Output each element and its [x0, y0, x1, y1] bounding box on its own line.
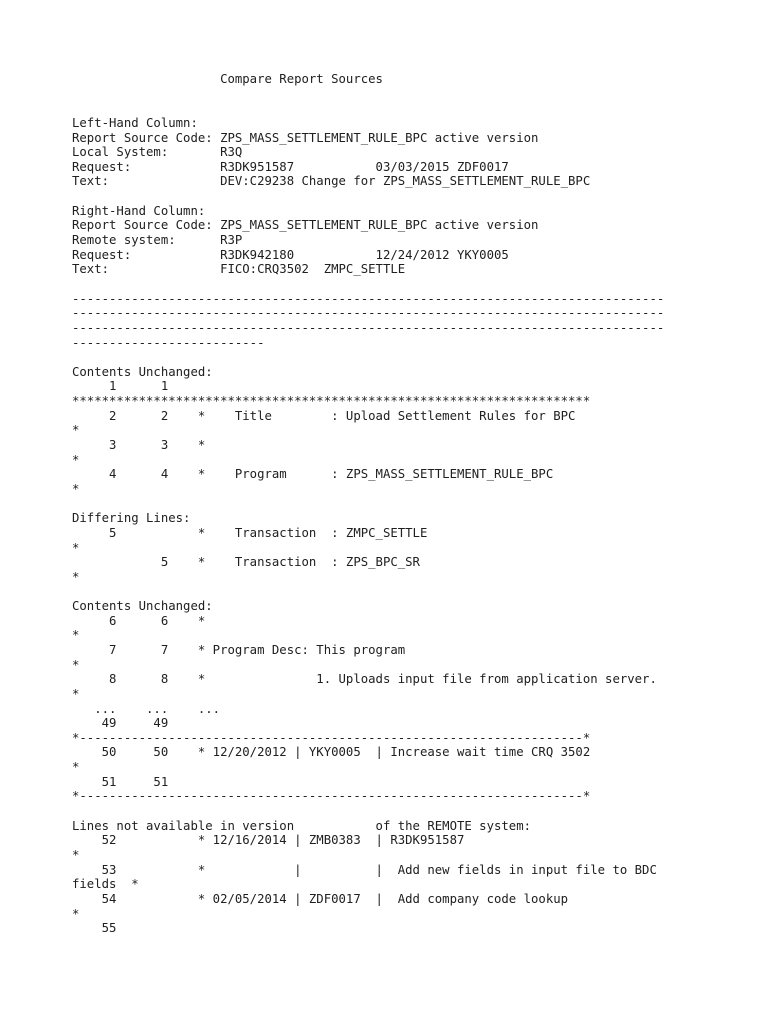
report-line: 5 * Transaction : ZMPC_SETTLE — [72, 525, 428, 540]
report-line: Remote system: R3P — [72, 233, 243, 248]
report-line: *--------------------------------------------------------------------* — [72, 789, 591, 804]
report-line: fields * — [72, 877, 139, 892]
report-line — [72, 350, 762, 365]
report-line: 4 4 * Program : ZPS_MASS_SETTLEMENT_RULE_BPC — [72, 467, 554, 482]
report-line — [72, 101, 762, 116]
report-line — [72, 584, 762, 599]
compare-report-text — [72, 72, 762, 936]
report-line: * — [72, 452, 80, 467]
report-line: 55 — [72, 921, 117, 936]
report-line: Differing Lines: — [72, 511, 191, 526]
report-line: *--------------------------------------------------------------------* — [72, 730, 591, 745]
report-line: ********************************************************************** — [72, 394, 591, 409]
report-line: 52 * 12/16/2014 | ZMB0383 | R3DK951587 — [72, 833, 465, 848]
report-line — [72, 497, 762, 512]
report-line: -------------------------------------------------------------------------------- — [72, 320, 665, 335]
report-line: * — [72, 906, 80, 921]
report-line: Contents Unchanged: — [72, 364, 213, 379]
report-line: 1 1 — [72, 379, 169, 394]
report-line: Right-Hand Column: — [72, 203, 206, 218]
report-line: Compare Report Sources — [72, 72, 383, 86]
report-line: 49 49 — [72, 716, 169, 731]
report-line: Request: R3DK951587 03/03/2015 ZDF0017 — [72, 159, 509, 174]
report-line: Lines not available in version of the REMOTE system: — [72, 818, 532, 833]
report-line: * — [72, 760, 80, 775]
report-line: * — [72, 540, 80, 555]
report-line — [72, 277, 762, 292]
report-line: 54 * 02/05/2014 | ZDF0017 | Add company code lookup — [72, 891, 569, 906]
report-line: 3 3 * — [72, 438, 206, 453]
report-line: * — [72, 847, 80, 862]
report-line: Text: FICO:CRQ3502 ZMPC_SETTLE — [72, 262, 406, 277]
report-line: Left-Hand Column: — [72, 115, 198, 130]
report-line: 5 * Transaction : ZPS_BPC_SR — [72, 555, 420, 570]
report-line: * — [72, 423, 80, 438]
report-line: Contents Unchanged: — [72, 599, 213, 614]
report-line: -------------------------- — [72, 335, 265, 350]
report-line — [72, 189, 762, 204]
report-line: 50 50 * 12/20/2012 | YKY0005 | Increase wait time CRQ 3502 — [72, 745, 591, 760]
report-line: -------------------------------------------------------------------------------- — [72, 306, 665, 321]
report-line: 53 * | | Add new fields in input file to BDC — [72, 862, 657, 877]
report-line: 7 7 * Program Desc: This program — [72, 642, 406, 657]
report-line: 51 51 — [72, 774, 169, 789]
report-line: * — [72, 628, 80, 643]
report-line: * — [72, 569, 80, 584]
report-line: * — [72, 481, 80, 496]
report-line: 8 8 * 1. Uploads input file from application server. — [72, 672, 657, 687]
report-line: * — [72, 657, 80, 672]
report-line — [72, 804, 762, 819]
report-line: Request: R3DK942180 12/24/2012 YKY0005 — [72, 247, 509, 262]
report-line: * — [72, 686, 80, 701]
report-line: ... ... ... — [72, 701, 221, 716]
report-line: Report Source Code: ZPS_MASS_SETTLEMENT_RULE_BPC active version — [72, 130, 539, 145]
report-line: Local System: R3Q — [72, 145, 243, 160]
report-line: Report Source Code: ZPS_MASS_SETTLEMENT_RULE_BPC active version — [72, 218, 539, 233]
report-line — [72, 87, 762, 102]
report-line: -------------------------------------------------------------------------------- — [72, 291, 665, 306]
report-line: 6 6 * — [72, 613, 206, 628]
report-line: Text: DEV:C29238 Change for ZPS_MASS_SETTLEMENT_RULE_BPC — [72, 174, 591, 189]
report-line: 2 2 * Title : Upload Settlement Rules for BPC — [72, 408, 576, 423]
